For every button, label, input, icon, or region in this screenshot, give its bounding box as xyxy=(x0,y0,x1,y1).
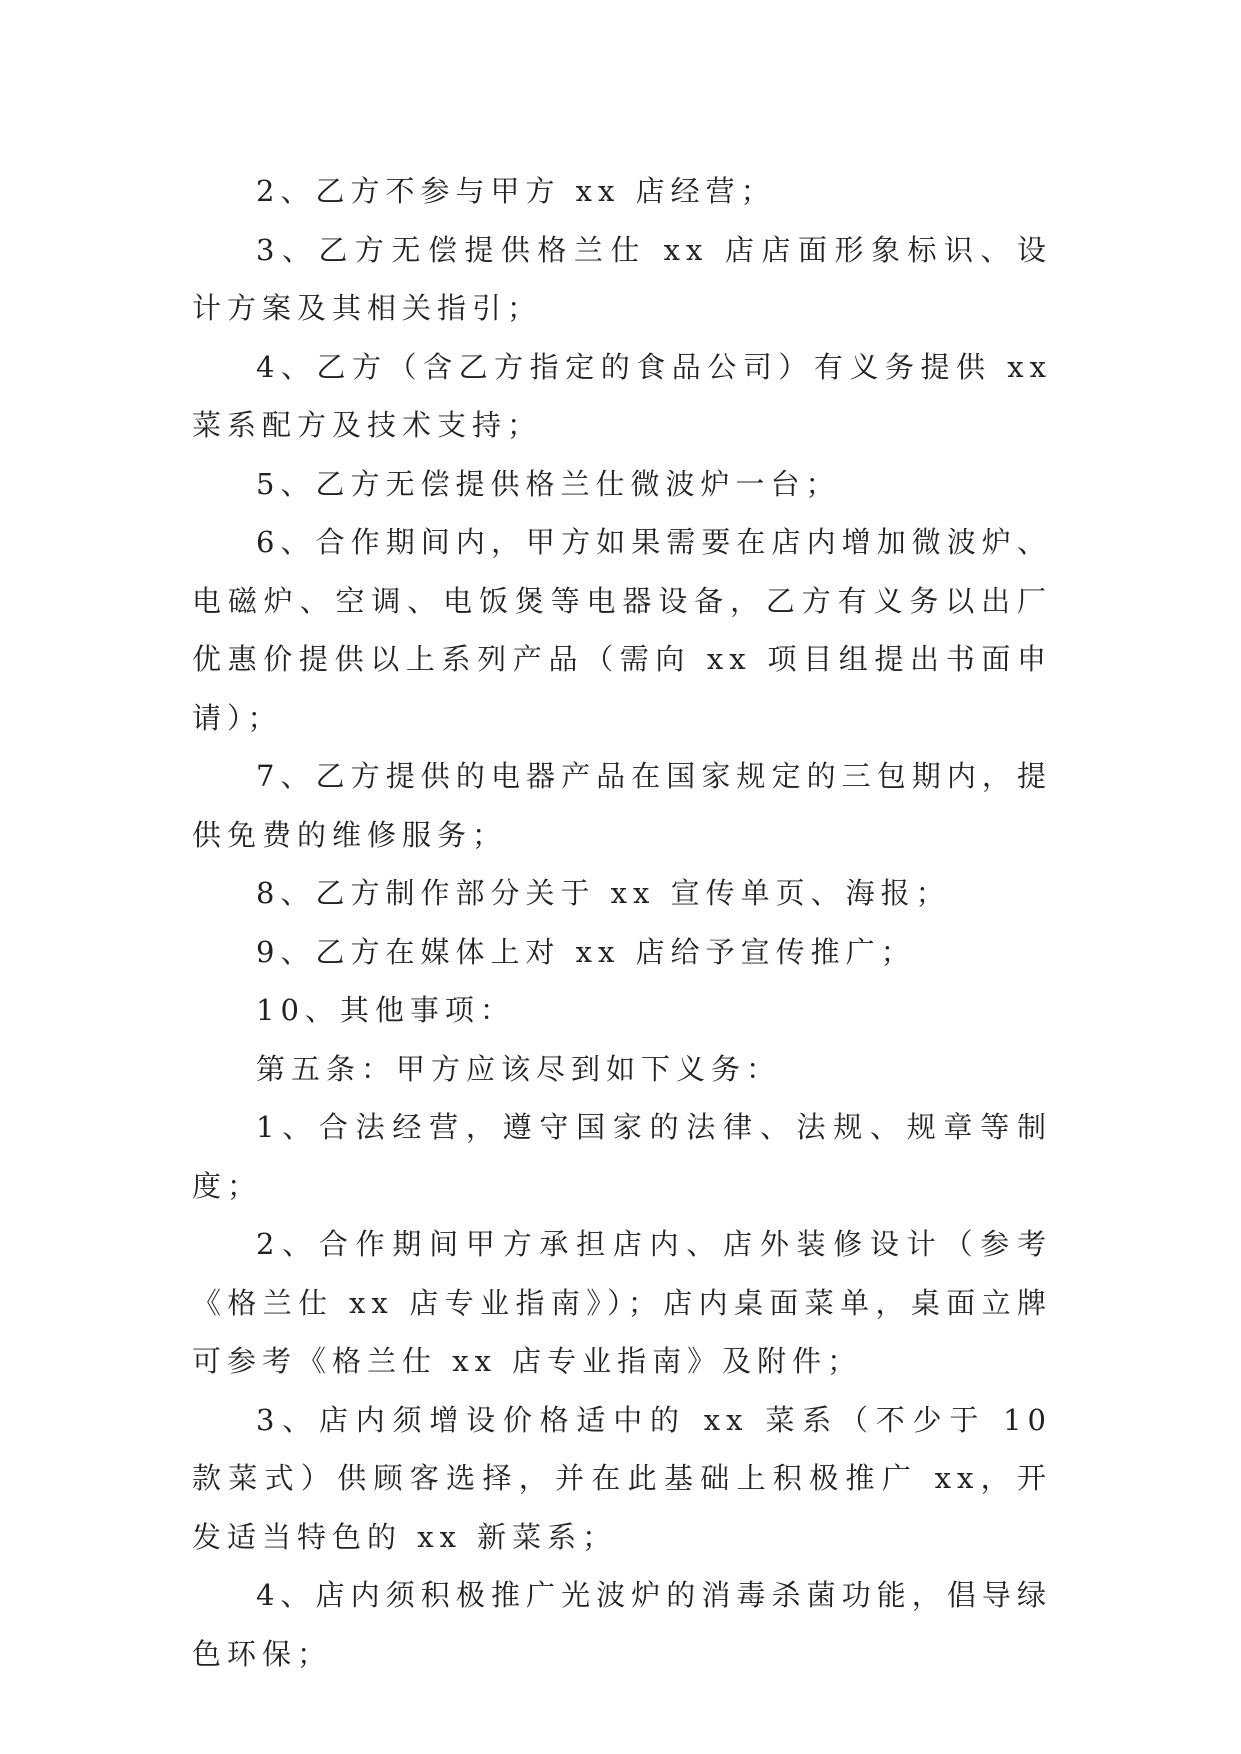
paragraph-12: 3、店内须增设价格适中的 xx 菜系（不少于 10 款菜式）供顾客选择，并在此基础上积极推广 xx，开发适当特色的 xx 新菜系； xyxy=(192,1402,1052,1554)
paragraph-5: 6、合作期间内，甲方如果需要在店内增加微波炉、电磁炉、空调、电饭煲等电器设备，乙方有义务以出厂优惠价提供以上系列产品（需向 xx 项目组提出书面申请）； xyxy=(192,525,1052,735)
section-heading-article-5: 第五条：甲方应该尽到如下义务： xyxy=(256,1051,782,1086)
paragraph-13: 4、店内须积极推广光波炉的消毒杀菌功能，倡导绿色环保； xyxy=(192,1578,1052,1671)
paragraph-2: 3、乙方无偿提供格兰仕 xx 店店面形象标识、设计方案及其相关指引； xyxy=(192,232,1052,325)
document-body xyxy=(192,162,1052,1683)
paragraph-1: 2、乙方不参与甲方 xx 店经营； xyxy=(256,174,776,208)
paragraph-11: 2、合作期间甲方承担店内、店外装修设计（参考《格兰仕 xx 店专业指南》）；店内桌面菜单，桌面立牌可参考《格兰仕 xx 店专业指南》及附件； xyxy=(192,1227,1052,1378)
paragraph-8: 9、乙方在媒体上对 xx 店给予宣传推广； xyxy=(256,934,916,969)
paragraph-9: 10、其他事项： xyxy=(256,993,515,1027)
paragraph-4: 5、乙方无偿提供格兰仕微波炉一台； xyxy=(256,466,841,501)
paragraph-10: 1、合法经营，遵守国家的法律、法规、规章等制度； xyxy=(192,1110,1052,1203)
paragraph-7: 8、乙方制作部分关于 xx 宣传单页、海报； xyxy=(256,876,951,910)
paragraph-6: 7、乙方提供的电器产品在国家规定的三包期内，提供免费的维修服务； xyxy=(192,759,1052,852)
paragraph-3: 4、乙方（含乙方指定的食品公司）有义务提供 xx 菜系配方及技术支持； xyxy=(192,349,1052,442)
